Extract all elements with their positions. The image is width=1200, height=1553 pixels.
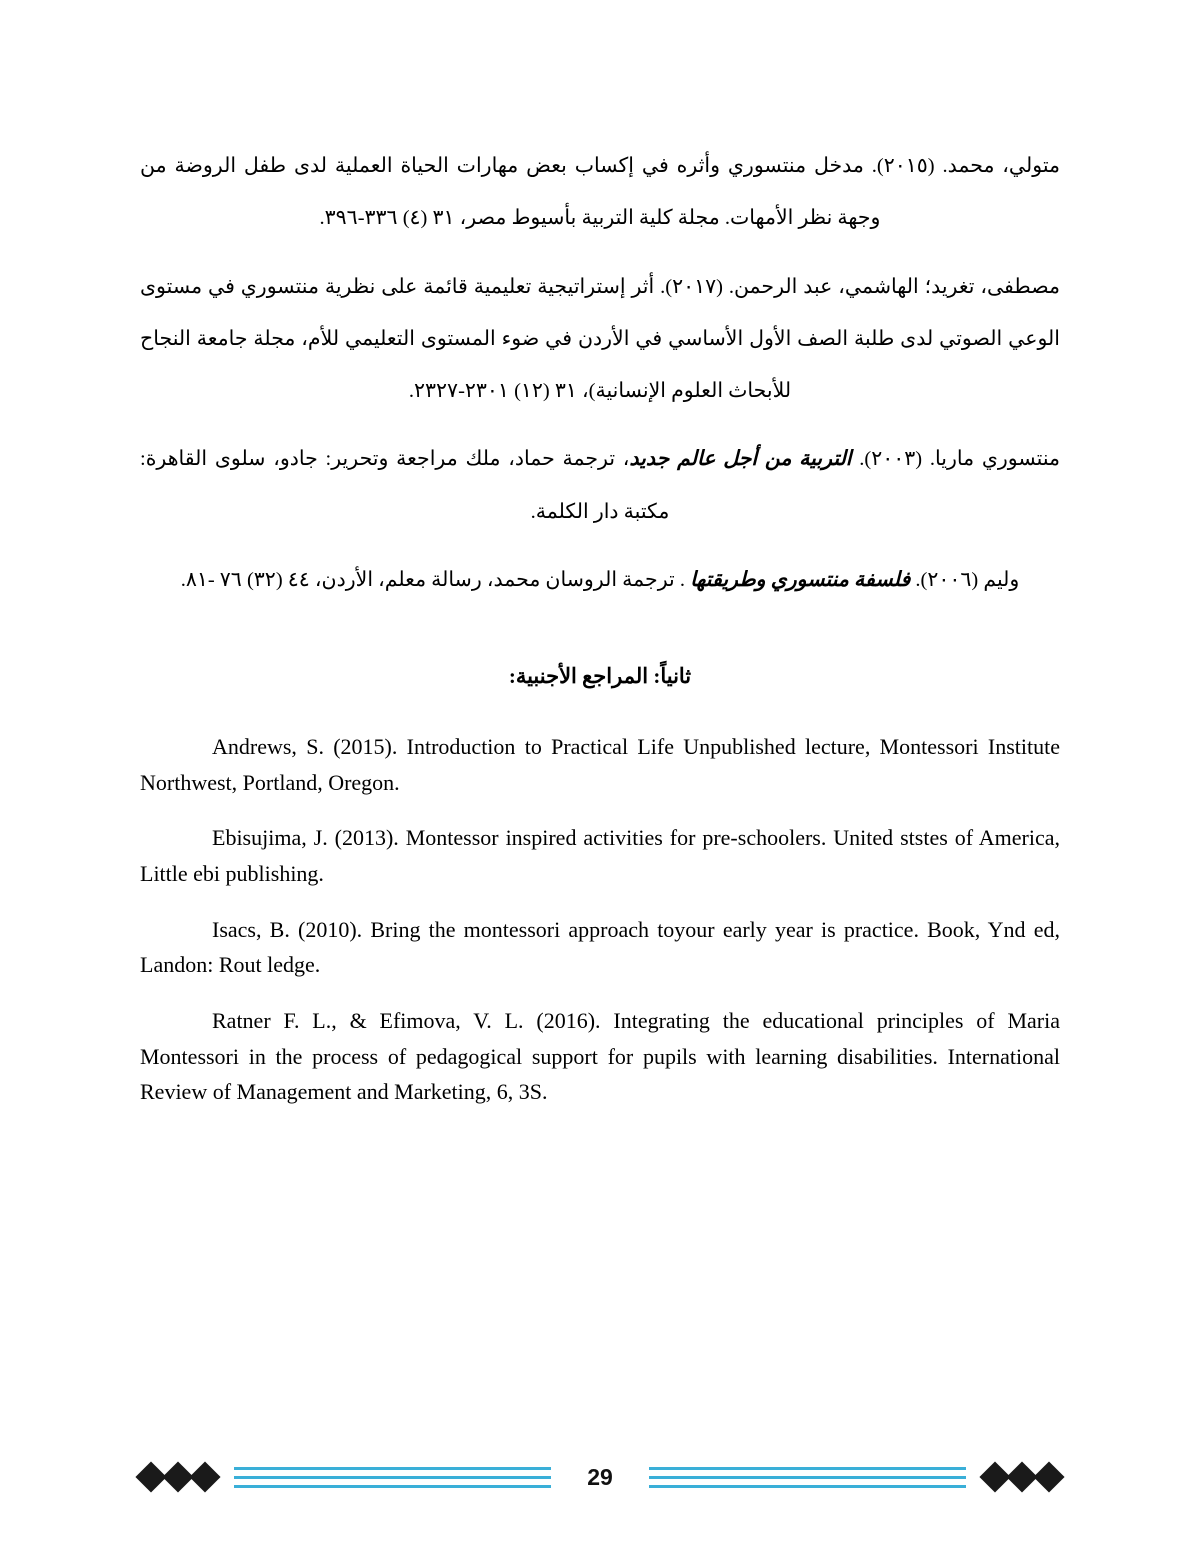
rule-line — [234, 1476, 551, 1479]
reference-item: Ebisujima, J. (2013). Montessor inspired activities for pre-schoolers. United ststes of America, Little ebi publishing. — [140, 825, 1060, 886]
arabic-references-list — [140, 140, 1060, 606]
page-content — [140, 140, 1060, 1130]
english-references-list — [140, 729, 1060, 1110]
reference-suffix: ، ترجمة حماد، ملك مراجعة وتحرير: جادو، سلوى القاهرة: مكتبة دار الكلمة. — [140, 448, 670, 523]
reference-item: Ratner F. L., & Efimova, V. L. (2016). Integrating the educational principles of Maria Montessori in the process of pedagogical support for pupils with learning disabilities. International Review of Management and Marketing, 6, 3S. — [140, 1007, 1060, 1105]
rule-line — [234, 1485, 551, 1488]
reference-item — [140, 433, 1060, 538]
diamond-ornament-right — [984, 1466, 1060, 1488]
reference-suffix: . ترجمة الروسان محمد، رسالة معلم، الأردن، ٤٤ (٣٢) ٧٦ -٨١. — [180, 568, 691, 591]
foreign-references-heading: ثانياً: المراجع الأجنبية: — [508, 664, 692, 689]
reference-item: Andrews, S. (2015). Introduction to Practical Life Unpublished lecture, Montessori Institute Northwest, Portland, Oregon. — [140, 734, 1060, 795]
diamond-icon — [189, 1461, 220, 1492]
rule-line — [649, 1467, 966, 1470]
diamond-ornament-left — [140, 1466, 216, 1488]
rule-line — [649, 1476, 966, 1479]
footer-rule-left — [234, 1467, 551, 1488]
reference-item — [140, 554, 1060, 606]
rule-line — [234, 1467, 551, 1470]
reference-title-italic: فلسفة منتسوري وطريقتها — [690, 568, 911, 591]
reference-title-italic: التربية من أجل عالم جديد — [629, 448, 852, 471]
footer-rule-right — [649, 1467, 966, 1488]
reference-item: متولي، محمد. (٢٠١٥). مدخل منتسوري وأثره في إكساب بعض مهارات الحياة العملية لدى طفل الروضة من وجهة نظر الأمهات. مجلة كلية التربية بأسيوط مصر، ٣١ (٤) ٣٣٦-٣٩٦. — [140, 155, 1061, 230]
diamond-icon — [1033, 1461, 1064, 1492]
reference-item: Isacs, B. (2010). Bring the montessori approach toyour early year is practice. Book, Ynd ed, Landon: Rout ledge. — [140, 916, 1060, 978]
reference-prefix: وليم (٢٠٠٦). — [910, 568, 1020, 591]
reference-item: مصطفى، تغريد؛ الهاشمي، عبد الرحمن. (٢٠١٧). أثر إستراتيجية تعليمية قائمة على نظرية منتسوري في مستوى الوعي الصوتي لدى طلبة الصف الأول الأساسي في الأردن في ضوء المستوى التعليمي للأم، مجلة جامعة النجاح للأبحاث العلوم الإنسانية)، ٣١ (١٢) ٢٣٠١-٢٣٢٧. — [140, 275, 1060, 403]
page-number: 29 — [587, 1463, 613, 1490]
rule-line — [649, 1485, 966, 1488]
reference-prefix: منتسوري ماريا. (٢٠٠٣). — [851, 448, 1060, 471]
page-footer — [0, 1447, 1200, 1507]
